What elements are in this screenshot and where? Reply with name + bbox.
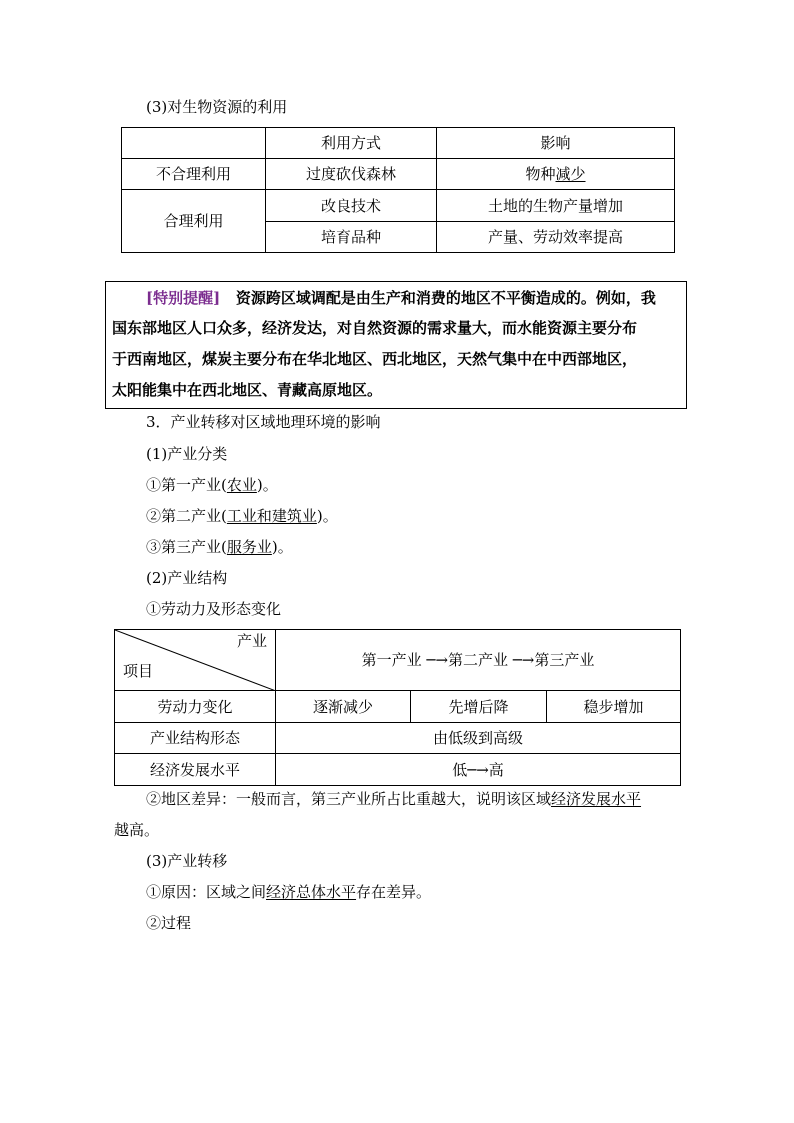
cell-impact: 产量、劳动效率提高 [437, 222, 675, 253]
cell-method: 培育品种 [266, 222, 437, 253]
transfer-reason: ①原因：区域之间经济总体水平存在差异。 [146, 883, 432, 901]
cell-method: 改良技术 [266, 190, 437, 222]
cell-structure-value: 由低级到高级 [276, 723, 681, 754]
industry-sequence-header: 第一产业 ─→第二产业 ─→第三产业 [276, 630, 681, 691]
regional-difference-text: ②地区差异：一般而言，第三产业所占比重越大，说明该区域经济发展水平 [146, 790, 642, 808]
cell-secondary: 先增后降 [411, 691, 547, 723]
cell-economy-value: 低─→高 [276, 754, 681, 786]
bio-resource-table [121, 127, 675, 253]
cell-method: 过度砍伐森林 [266, 159, 437, 190]
table-header-method: 利用方式 [266, 128, 437, 159]
tip-label: [特别提醒] [146, 289, 221, 307]
corner-label-item: 项目 [123, 662, 154, 680]
row-label-reasonable: 合理利用 [122, 190, 266, 253]
special-tip-box [105, 281, 687, 409]
row-label-economy: 经济发展水平 [115, 754, 276, 786]
list-item: ②第二产业(工业和建筑业)。 [146, 507, 338, 525]
diagonal-header-cell [115, 630, 276, 691]
sub-heading-transfer: (3)产业转移 [146, 852, 228, 870]
cell-primary: 逐渐减少 [276, 691, 411, 723]
industry-structure-table [114, 629, 681, 786]
list-item: ①第一产业(农业)。 [146, 476, 278, 494]
row-label-structure: 产业结构形态 [115, 723, 276, 754]
sub-heading-classification: (1)产业分类 [146, 445, 228, 463]
transfer-process: ②过程 [146, 914, 192, 932]
row-label-unreasonable: 不合理利用 [122, 159, 266, 190]
sub-heading-structure: (2)产业结构 [146, 569, 228, 587]
tip-line: 国东部地区人口众多，经济发达，对自然资源的需求量大，而水能资源主要分布 [112, 319, 638, 337]
row-label-labor: 劳动力变化 [115, 691, 276, 723]
list-item: ③第三产业(服务业)。 [146, 538, 293, 556]
corner-label-industry: 产业 [236, 632, 267, 650]
cell-tertiary: 稳步增加 [547, 691, 681, 723]
cell-impact: 物种减少 [437, 159, 675, 190]
section-title: 3．产业转移对区域地理环境的影响 [146, 413, 381, 431]
tip-line: 太阳能集中在西北地区、青藏高原地区。 [112, 381, 383, 399]
cell-impact: 土地的生物产量增加 [437, 190, 675, 222]
section-heading-bio: (3)对生物资源的利用 [146, 98, 288, 116]
sub-heading-labor: ①劳动力及形态变化 [146, 600, 282, 618]
tip-line: [特别提醒] 资源跨区域调配是由生产和消费的地区不平衡造成的。例如，我 [146, 289, 656, 307]
regional-difference-text-cont: 越高。 [114, 821, 160, 839]
table-header-impact: 影响 [437, 128, 675, 159]
table-header-empty [122, 128, 266, 159]
tip-line: 于西南地区，煤炭主要分布在华北地区、西北地区，天然气集中在中西部地区， [112, 350, 638, 368]
